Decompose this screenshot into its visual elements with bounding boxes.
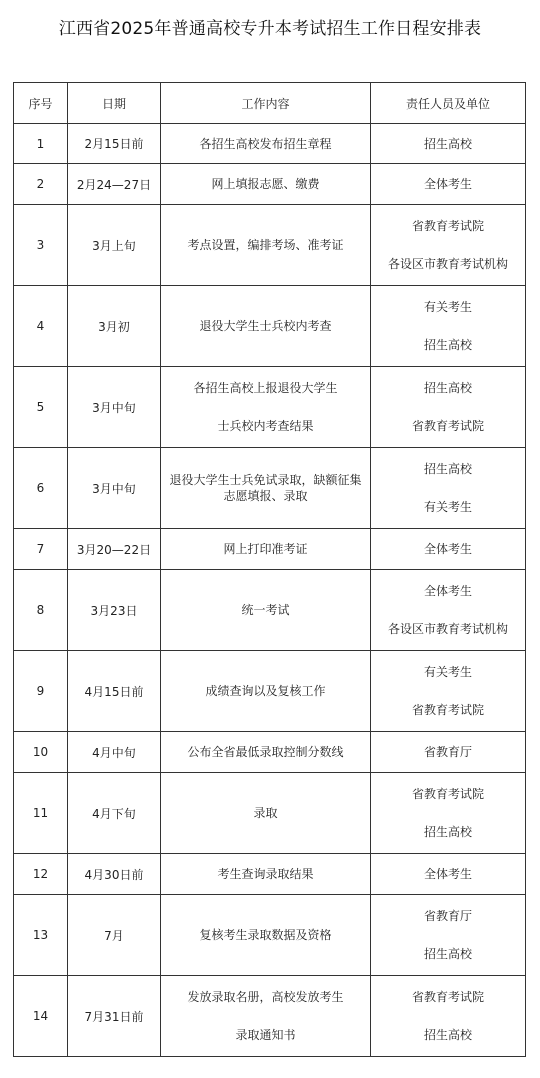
row-responsible-cell — [371, 286, 526, 367]
content-line: 成绩查询以及复核工作 — [205, 684, 326, 698]
row-index-cell: 6 — [14, 448, 68, 529]
row-responsible-cell — [371, 854, 526, 895]
resp-line: 招生高校 — [423, 136, 472, 151]
resp-line: 有关考生 — [423, 299, 472, 314]
row-date-cell: 3月20—22日 — [68, 529, 161, 570]
row-responsible-cell — [371, 895, 526, 976]
header-responsible-unit: 责任人员及单位 — [371, 83, 526, 124]
content-line: 退役大学生士兵校内考查 — [199, 319, 332, 333]
resp-line: 省教育厅 — [423, 745, 472, 759]
header-date: 日期 — [68, 83, 161, 124]
row-date-cell: 3月中旬 — [68, 367, 161, 448]
resp-line: 全体考生 — [423, 583, 472, 598]
table-row — [14, 286, 526, 367]
content-line: 统一考试 — [241, 603, 290, 617]
table-row — [14, 895, 526, 976]
row-content-cell — [161, 773, 371, 854]
row-content-cell — [161, 367, 371, 448]
row-responsible-cell — [371, 448, 526, 529]
row-index-cell: 11 — [14, 773, 68, 854]
table-row — [14, 651, 526, 732]
row-date-cell: 4月30日前 — [68, 854, 161, 895]
row-content-cell — [161, 124, 371, 164]
table-row — [14, 570, 526, 651]
row-index-cell: 8 — [14, 570, 68, 651]
row-index-cell: 14 — [14, 976, 68, 1057]
row-responsible-cell — [371, 773, 526, 854]
page-title: 江西省2025年普通高校专升本考试招生工作日程安排表 — [58, 19, 482, 39]
header-work-content: 工作内容 — [161, 83, 371, 124]
row-content-cell — [161, 651, 371, 732]
table-row — [14, 205, 526, 286]
table-row — [14, 732, 526, 773]
row-index-cell: 4 — [14, 286, 68, 367]
row-responsible-cell — [371, 732, 526, 773]
row-date-cell: 2月24—27日 — [68, 164, 161, 205]
resp-line: 招生高校 — [423, 1028, 472, 1043]
content-line: 录取 — [253, 806, 278, 820]
content-line: 网上填报志愿、缴费 — [211, 177, 320, 191]
row-content-cell — [161, 976, 371, 1057]
row-date-cell: 4月下旬 — [68, 773, 161, 854]
resp-line: 有关考生 — [423, 664, 472, 679]
resp-line: 省教育厅 — [423, 908, 472, 923]
row-responsible-cell — [371, 367, 526, 448]
row-responsible-cell — [371, 570, 526, 651]
resp-line: 各设区市教育考试机构 — [387, 622, 508, 637]
resp-line: 全体考生 — [423, 177, 472, 191]
row-date-cell: 3月中旬 — [68, 448, 161, 529]
row-responsible-cell — [371, 205, 526, 286]
row-index-cell: 1 — [14, 124, 68, 164]
table-row — [14, 529, 526, 570]
resp-line: 全体考生 — [423, 542, 472, 556]
content-line: 考生查询录取结果 — [217, 867, 314, 881]
table-header-row — [14, 83, 526, 124]
content-line: 公布全省最低录取控制分数线 — [187, 745, 344, 759]
table-row — [14, 773, 526, 854]
row-date-cell: 2月15日前 — [68, 124, 161, 164]
row-responsible-cell — [371, 651, 526, 732]
row-index-cell: 10 — [14, 732, 68, 773]
table-row — [14, 367, 526, 448]
row-content-cell — [161, 570, 371, 651]
row-date-cell: 3月初 — [68, 286, 161, 367]
schedule-table — [13, 82, 526, 1057]
resp-line: 招生高校 — [423, 461, 472, 476]
row-index-cell: 9 — [14, 651, 68, 732]
content-line: 录取通知书 — [235, 1028, 296, 1043]
content-line: 士兵校内考查结果 — [217, 419, 314, 434]
row-date-cell: 4月中旬 — [68, 732, 161, 773]
row-content-cell — [161, 529, 371, 570]
row-index-cell: 13 — [14, 895, 68, 976]
resp-line: 省教育考试院 — [411, 989, 484, 1004]
resp-line: 招生高校 — [423, 380, 472, 395]
table-row — [14, 854, 526, 895]
row-index-cell: 12 — [14, 854, 68, 895]
resp-line: 省教育考试院 — [411, 419, 484, 434]
row-content-cell — [161, 286, 371, 367]
resp-line: 招生高校 — [423, 825, 472, 840]
row-date-cell: 4月15日前 — [68, 651, 161, 732]
content-line: 发放录取名册，高校发放考生 — [187, 989, 344, 1004]
content-line: 网上打印准考证 — [223, 542, 308, 556]
row-responsible-cell — [371, 164, 526, 205]
row-date-cell: 3月上旬 — [68, 205, 161, 286]
resp-line: 有关考生 — [423, 500, 472, 515]
row-content-cell — [161, 854, 371, 895]
content-line: 各招生高校上报退役大学生 — [193, 380, 338, 395]
row-responsible-cell — [371, 529, 526, 570]
header-index: 序号 — [14, 83, 68, 124]
resp-line: 省教育考试院 — [411, 786, 484, 801]
resp-line: 各设区市教育考试机构 — [387, 257, 508, 272]
resp-line: 招生高校 — [423, 947, 472, 962]
row-date-cell: 7月 — [68, 895, 161, 976]
resp-line: 全体考生 — [423, 867, 472, 881]
resp-line: 省教育考试院 — [411, 703, 484, 718]
content-line: 志愿填报、录取 — [223, 489, 308, 503]
row-content-cell — [161, 205, 371, 286]
table-row — [14, 448, 526, 529]
row-responsible-cell — [371, 124, 526, 164]
content-line: 各招生高校发布招生章程 — [199, 136, 332, 151]
row-content-cell — [161, 895, 371, 976]
row-index-cell: 2 — [14, 164, 68, 205]
row-date-cell: 3月23日 — [68, 570, 161, 651]
resp-line: 省教育考试院 — [411, 218, 484, 233]
resp-line: 招生高校 — [423, 338, 472, 353]
table-row — [14, 164, 526, 205]
table-row — [14, 124, 526, 164]
content-line: 退役大学生士兵免试录取，缺额征集 — [169, 473, 362, 487]
row-content-cell — [161, 448, 371, 529]
row-index-cell: 7 — [14, 529, 68, 570]
row-date-cell: 7月31日前 — [68, 976, 161, 1057]
row-content-cell — [161, 164, 371, 205]
row-responsible-cell — [371, 976, 526, 1057]
content-line: 复核考生录取数据及资格 — [199, 928, 332, 942]
table-body — [14, 124, 526, 1057]
row-index-cell: 3 — [14, 205, 68, 286]
content-line: 考点设置，编排考场、准考证 — [187, 238, 344, 252]
table-row — [14, 976, 526, 1057]
row-index-cell: 5 — [14, 367, 68, 448]
row-content-cell — [161, 732, 371, 773]
